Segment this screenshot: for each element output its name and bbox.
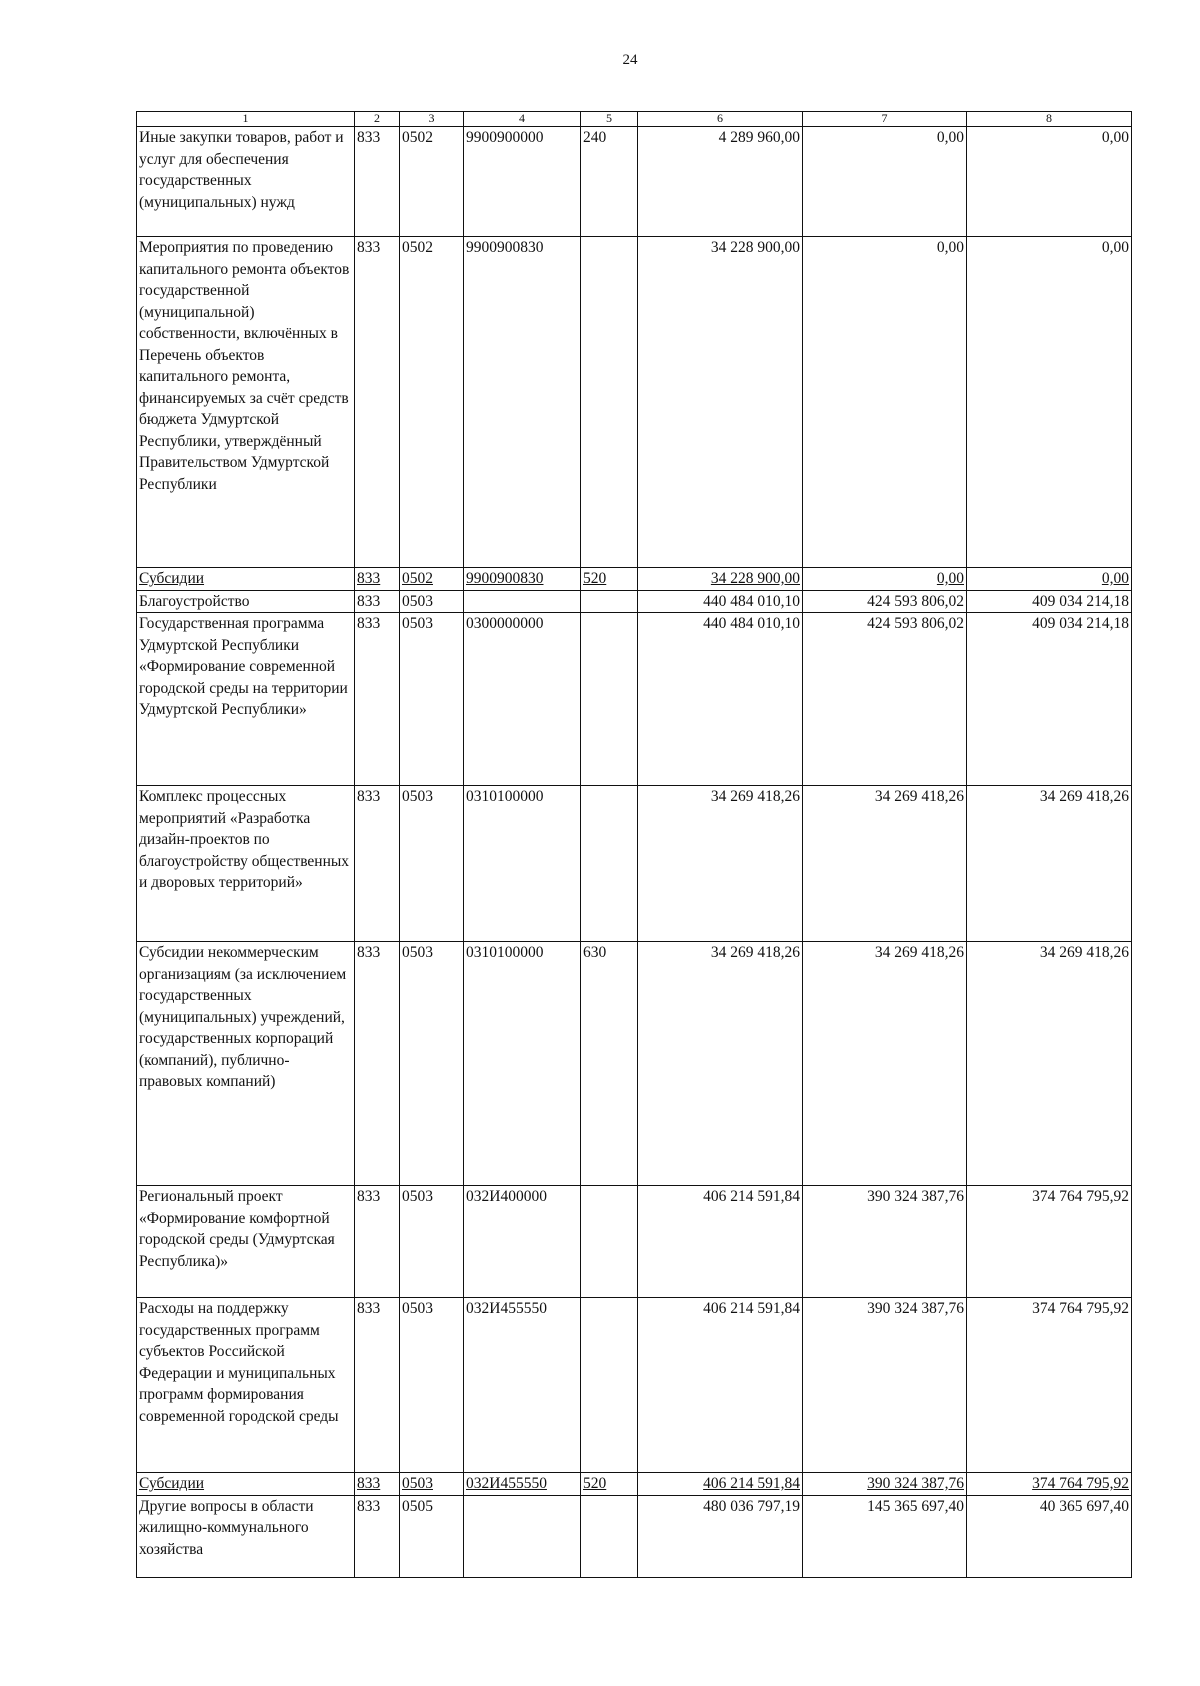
row-name: Субсидии	[137, 568, 355, 591]
ministry-code: 833	[355, 613, 400, 786]
expense-type-code	[581, 237, 638, 568]
ministry-code: 833	[355, 568, 400, 591]
amount-col-8: 34 269 418,26	[967, 942, 1132, 1186]
amount-col-7: 424 593 806,02	[803, 613, 967, 786]
ministry-code: 833	[355, 590, 400, 613]
amount-col-6: 34 228 900,00	[638, 237, 803, 568]
target-article-code: 9900900830	[464, 568, 581, 591]
section-code: 0502	[400, 237, 464, 568]
amount-col-7: 0,00	[803, 127, 967, 237]
row-name: Мероприятия по проведению капитального ремонта объектов государственной (муниципальной) собственности, включённых в Перечень объектов капитального ремонта, финансируемых за счёт средств бюджета Удмуртской Республики, утверждённый Правительством Удмуртской Республики	[137, 237, 355, 568]
table-row	[137, 127, 1132, 237]
section-code: 0503	[400, 613, 464, 786]
amount-col-7: 34 269 418,26	[803, 942, 967, 1186]
expense-type-code	[581, 1495, 638, 1577]
section-code: 0502	[400, 127, 464, 237]
section-code: 0502	[400, 568, 464, 591]
expense-type-code	[581, 786, 638, 942]
section-code: 0503	[400, 786, 464, 942]
ministry-code: 833	[355, 1495, 400, 1577]
amount-col-7: 390 324 387,76	[803, 1186, 967, 1298]
row-name: Субсидии	[137, 1473, 355, 1496]
ministry-code: 833	[355, 786, 400, 942]
section-code: 0503	[400, 1298, 464, 1473]
row-name: Благоустройство	[137, 590, 355, 613]
target-article-code: 032И455550	[464, 1298, 581, 1473]
table-row	[137, 237, 1132, 568]
amount-col-7: 390 324 387,76	[803, 1298, 967, 1473]
section-code: 0503	[400, 1473, 464, 1496]
amount-col-8: 0,00	[967, 237, 1132, 568]
amount-col-6: 440 484 010,10	[638, 613, 803, 786]
amount-col-6: 34 228 900,00	[638, 568, 803, 591]
expense-type-code: 630	[581, 942, 638, 1186]
table-row	[137, 786, 1132, 942]
expense-type-code	[581, 1298, 638, 1473]
amount-col-8: 40 365 697,40	[967, 1495, 1132, 1577]
page-number: 24	[622, 52, 638, 68]
target-article-code: 0310100000	[464, 942, 581, 1186]
table-header-row	[137, 112, 1132, 127]
column-number-6: 6	[638, 112, 803, 127]
target-article-code: 032И400000	[464, 1186, 581, 1298]
section-code: 0503	[400, 942, 464, 1186]
expense-type-code: 240	[581, 127, 638, 237]
amount-col-6: 4 289 960,00	[638, 127, 803, 237]
ministry-code: 833	[355, 1298, 400, 1473]
ministry-code: 833	[355, 1186, 400, 1298]
amount-col-6: 406 214 591,84	[638, 1298, 803, 1473]
column-number-4: 4	[464, 112, 581, 127]
section-code: 0503	[400, 1186, 464, 1298]
amount-col-8: 0,00	[967, 568, 1132, 591]
amount-col-7: 0,00	[803, 237, 967, 568]
expense-type-code: 520	[581, 568, 638, 591]
table-row	[137, 568, 1132, 591]
amount-col-8: 374 764 795,92	[967, 1298, 1132, 1473]
column-number-3: 3	[400, 112, 464, 127]
amount-col-7: 424 593 806,02	[803, 590, 967, 613]
amount-col-6: 406 214 591,84	[638, 1473, 803, 1496]
expense-type-code	[581, 590, 638, 613]
ministry-code: 833	[355, 1473, 400, 1496]
table-row	[137, 1186, 1132, 1298]
expense-type-code	[581, 613, 638, 786]
table-row	[137, 1298, 1132, 1473]
amount-col-8: 409 034 214,18	[967, 613, 1132, 786]
amount-col-6: 406 214 591,84	[638, 1186, 803, 1298]
amount-col-7: 0,00	[803, 568, 967, 591]
amount-col-8: 374 764 795,92	[967, 1473, 1132, 1496]
budget-table	[136, 111, 1132, 1578]
ministry-code: 833	[355, 942, 400, 1186]
row-name: Иные закупки товаров, работ и услуг для обеспечения государственных (муниципальных) нужд	[137, 127, 355, 237]
table-row	[137, 1495, 1132, 1577]
ministry-code: 833	[355, 237, 400, 568]
row-name: Субсидии некоммерческим организациям (за исключением государственных (муниципальных) учреждений, государственных корпораций (компаний), публично-правовых компаний)	[137, 942, 355, 1186]
table-row	[137, 1473, 1132, 1496]
table-row	[137, 590, 1132, 613]
target-article-code: 0300000000	[464, 613, 581, 786]
ministry-code: 833	[355, 127, 400, 237]
target-article-code: 032И455550	[464, 1473, 581, 1496]
target-article-code	[464, 1495, 581, 1577]
column-number-5: 5	[581, 112, 638, 127]
row-name: Региональный проект «Формирование комфортной городской среды (Удмуртская Республика)»	[137, 1186, 355, 1298]
amount-col-7: 145 365 697,40	[803, 1495, 967, 1577]
row-name: Государственная программа Удмуртской Республики «Формирование современной городской среды на территории Удмуртской Республики»	[137, 613, 355, 786]
target-article-code	[464, 590, 581, 613]
column-number-2: 2	[355, 112, 400, 127]
amount-col-6: 34 269 418,26	[638, 786, 803, 942]
expense-type-code: 520	[581, 1473, 638, 1496]
table-row	[137, 942, 1132, 1186]
row-name: Расходы на поддержку государственных программ субъектов Российской Федерации и муниципальных программ формирования современной городской среды	[137, 1298, 355, 1473]
section-code: 0505	[400, 1495, 464, 1577]
amount-col-8: 0,00	[967, 127, 1132, 237]
amount-col-8: 409 034 214,18	[967, 590, 1132, 613]
target-article-code: 0310100000	[464, 786, 581, 942]
expense-type-code	[581, 1186, 638, 1298]
table-row	[137, 613, 1132, 786]
row-name: Другие вопросы в области жилищно-коммунального хозяйства	[137, 1495, 355, 1577]
amount-col-7: 390 324 387,76	[803, 1473, 967, 1496]
amount-col-6: 480 036 797,19	[638, 1495, 803, 1577]
amount-col-8: 34 269 418,26	[967, 786, 1132, 942]
target-article-code: 9900900830	[464, 237, 581, 568]
amount-col-7: 34 269 418,26	[803, 786, 967, 942]
target-article-code: 9900900000	[464, 127, 581, 237]
amount-col-8: 374 764 795,92	[967, 1186, 1132, 1298]
column-number-8: 8	[967, 112, 1132, 127]
amount-col-6: 440 484 010,10	[638, 590, 803, 613]
row-name: Комплекс процессных мероприятий «Разработка дизайн-проектов по благоустройству общественных и дворовых территорий»	[137, 786, 355, 942]
column-number-7: 7	[803, 112, 967, 127]
amount-col-6: 34 269 418,26	[638, 942, 803, 1186]
section-code: 0503	[400, 590, 464, 613]
column-number-1: 1	[137, 112, 355, 127]
